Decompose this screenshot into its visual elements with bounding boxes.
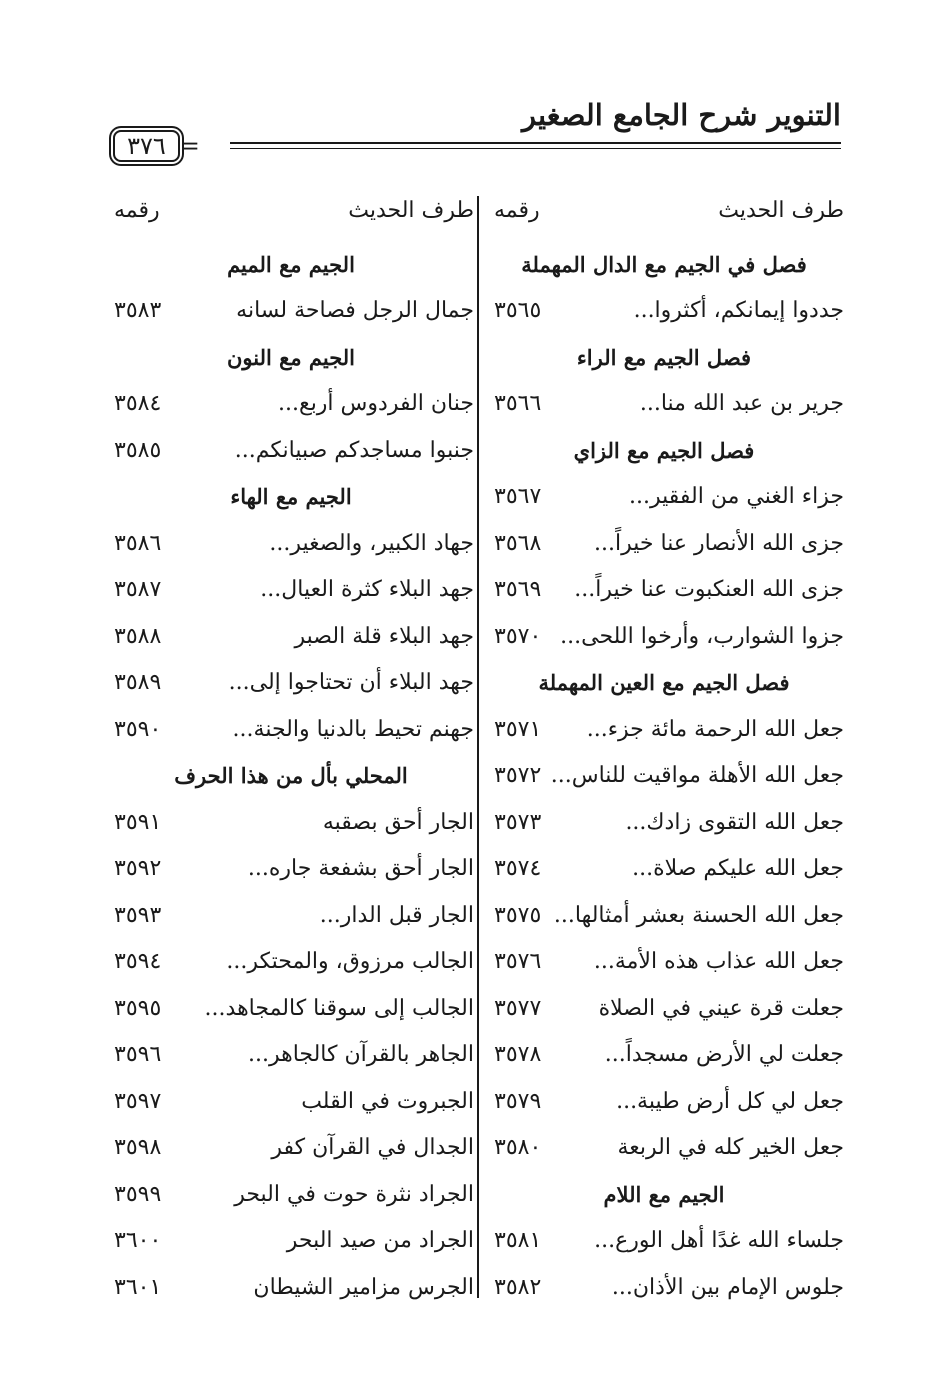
section-heading: الجيم مع الميم: [227, 251, 355, 277]
index-entry: [484, 1265, 844, 1309]
hadith-number: ٣٥٦٧: [494, 484, 542, 509]
index-entry: [484, 986, 844, 1030]
left-column-header: [108, 188, 474, 232]
hadith-number: ٣٥٧١: [494, 716, 542, 742]
section-heading: فصل الجيم مع العين المهملة: [538, 670, 790, 695]
index-entry: [484, 940, 844, 984]
hadith-number: ٣٥٨٩: [114, 670, 162, 695]
hadith-incipit: جنبوا مساجدكم صبيانكم...: [234, 437, 474, 463]
hadith-incipit: جلساء الله غدًا أهل الورع...: [594, 1228, 844, 1253]
hadith-incipit: جنان الفردوس أربع...: [278, 391, 474, 416]
index-entry: [484, 707, 844, 751]
page-number: ٣٧٦: [113, 130, 180, 162]
index-entry: [484, 475, 844, 519]
index-entry: [108, 893, 474, 937]
hadith-incipit: جهد البلاء أن تحتاجوا إلى...: [228, 670, 474, 695]
hadith-number: ٣٥٩٥: [114, 995, 162, 1021]
hadith-number: ٣٥٧٥: [494, 902, 542, 928]
column-divider: [477, 196, 479, 1298]
section-heading: فصل الجيم مع الزاي: [573, 437, 755, 463]
hadith-number: ٣٥٨٤: [114, 391, 162, 416]
index-entry: [108, 1172, 474, 1216]
hadith-incipit: جزى الله الأنصار عنا خيراً...: [594, 530, 844, 556]
hadith-number: ٣٥٦٥: [494, 298, 542, 323]
index-entry: [108, 1033, 474, 1077]
section-heading: الجيم مع الهاء: [230, 484, 352, 509]
index-entry: [108, 521, 474, 565]
index-entry: [484, 754, 844, 798]
section-heading: الجيم مع النون: [227, 344, 355, 370]
section-heading: فصل في الجيم مع الدال المهملة: [521, 251, 807, 277]
hadith-number: ٣٥٩١: [114, 809, 162, 835]
hadith-number: ٣٥٨٨: [114, 623, 162, 649]
hadith-number: ٣٥٩٧: [114, 1088, 162, 1114]
header-rule-thin: [230, 148, 841, 149]
index-entry: [108, 1079, 474, 1123]
hadith-column-header: طرف الحديث: [348, 197, 474, 223]
hadith-incipit: جعل الله الحسنة بعشر أمثالها...: [553, 902, 844, 928]
hadith-incipit: الجرس مزامير الشيطان: [253, 1274, 474, 1300]
index-entry: [484, 1126, 844, 1170]
hadith-incipit: جزاء الغني من الفقير...: [629, 484, 844, 509]
index-entry: [484, 800, 844, 844]
hadith-incipit: جهنم تحيط بالدنيا والجنة...: [232, 716, 474, 742]
index-entry: [108, 614, 474, 658]
index-entry: [484, 847, 844, 891]
hadith-incipit: جعل لي كل أرض طيبة...: [616, 1088, 844, 1114]
index-entry: [108, 1265, 474, 1309]
hadith-number: ٣٥٧٧: [494, 995, 542, 1021]
page-number-badge: [107, 131, 212, 161]
index-entry: [108, 661, 474, 705]
index-entry: [108, 1126, 474, 1170]
right-column-header: [484, 188, 844, 232]
hadith-number: ٣٥٨٢: [494, 1274, 542, 1300]
hadith-incipit: الجار أحق بشفعة جاره...: [247, 856, 474, 881]
header-rule-thick: [230, 142, 841, 144]
hadith-number: ٣٥٩٠: [114, 716, 162, 742]
hadith-number: ٣٦٠٠: [114, 1228, 162, 1253]
hadith-incipit: جعلت لي الأرض مسجداً...: [604, 1042, 844, 1067]
hadith-number: ٣٥٨١: [494, 1228, 542, 1253]
hadith-incipit: الجار أحق بصقبه: [322, 809, 474, 835]
number-column-header: رقمه: [494, 197, 540, 223]
book-title: التنوير شرح الجامع الصغير: [522, 98, 841, 132]
hadith-number: ٣٥٦٦: [494, 391, 542, 416]
hadith-number: ٣٥٧٢: [494, 763, 542, 788]
hadith-incipit: جزوا الشوارب، وأرخوا اللحى...: [560, 623, 844, 649]
index-entry: [484, 893, 844, 937]
hadith-incipit: جرير بن عبد الله منا...: [639, 391, 844, 416]
index-entry: [108, 800, 474, 844]
index-entry: [484, 1219, 844, 1263]
hadith-number: ٣٥٨٠: [494, 1135, 542, 1160]
hadith-incipit: الجدال في القرآن كفر: [271, 1135, 474, 1160]
hadith-incipit: جعل الخير كله في الربعة: [617, 1135, 844, 1160]
hadith-incipit: جهد البلاء قلة الصبر: [294, 623, 474, 649]
hadith-incipit: الجالب إلى سوقنا كالمجاهد...: [204, 995, 474, 1021]
page-marker: =: [179, 132, 200, 160]
index-entry: [108, 707, 474, 751]
hadith-number: ٣٥٩٨: [114, 1135, 162, 1160]
index-entry: [108, 428, 474, 472]
index-entry: [484, 521, 844, 565]
hadith-incipit: جزى الله العنكبوت عنا خيراً...: [574, 577, 844, 602]
hadith-incipit: جعل الله عليكم صلاة...: [632, 856, 844, 881]
index-entry: [108, 847, 474, 891]
hadith-incipit: الجالب مرزوق، والمحتكر...: [226, 949, 474, 974]
hadith-incipit: جعلت قرة عيني في الصلاة: [598, 995, 844, 1021]
hadith-incipit: جعل الله عذاب هذه الأمة...: [593, 949, 844, 974]
hadith-number: ٣٥٦٩: [494, 577, 542, 602]
number-column-header: رقمه: [114, 197, 160, 223]
hadith-number: ٣٥٧٦: [494, 949, 542, 974]
hadith-incipit: الجاهر بالقرآن كالجاهر...: [247, 1042, 474, 1067]
hadith-number: ٣٥٧٨: [494, 1042, 542, 1067]
hadith-incipit: الجراد نثرة حوت في البحر: [234, 1181, 474, 1207]
index-entry: [484, 1033, 844, 1077]
hadith-incipit: جعل الله التقوى زادك...: [625, 809, 844, 835]
hadith-number: ٣٥٩٦: [114, 1042, 162, 1067]
index-entry: [108, 382, 474, 426]
index-entry: [484, 289, 844, 333]
index-entry: [108, 986, 474, 1030]
section-heading: الجيم مع اللام: [603, 1181, 725, 1207]
hadith-incipit: جعل الله الأهلة مواقيت للناس...: [550, 763, 844, 788]
hadith-number: ٣٦٠١: [114, 1274, 162, 1300]
hadith-incipit: جلوس الإمام بين الأذان...: [611, 1274, 844, 1300]
hadith-number: ٣٥٧٠: [494, 623, 542, 649]
hadith-number: ٣٥٨٦: [114, 530, 162, 556]
hadith-incipit: جمال الرجل فصاحة لسانه: [236, 298, 474, 323]
section-heading: المحلي بأل من هذا الحرف: [174, 763, 408, 788]
hadith-number: ٣٥٨٧: [114, 577, 162, 602]
hadith-number: ٣٥٧٩: [494, 1088, 542, 1114]
index-entry: [108, 940, 474, 984]
hadith-incipit: جعل الله الرحمة مائة جزء...: [586, 716, 844, 742]
index-entry: [108, 568, 474, 612]
hadith-incipit: جهاد الكبير، والصغير...: [269, 530, 474, 556]
hadith-number: ٣٥٨٣: [114, 298, 162, 323]
hadith-number: ٣٥٧٣: [494, 809, 542, 835]
hadith-incipit: جهد البلاء كثرة العيال...: [260, 577, 474, 602]
hadith-number: ٣٥٨٥: [114, 437, 162, 463]
hadith-number: ٣٥٩٩: [114, 1181, 162, 1207]
hadith-incipit: جددوا إيمانكم، أكثروا...: [633, 298, 844, 323]
index-entry: [484, 382, 844, 426]
index-entry: [484, 1079, 844, 1123]
section-heading: فصل الجيم مع الراء: [576, 344, 752, 370]
hadith-number: ٣٥٧٤: [494, 856, 542, 881]
hadith-column-header: طرف الحديث: [718, 197, 844, 223]
index-entry: [484, 568, 844, 612]
hadith-incipit: الجبروت في القلب: [301, 1088, 474, 1114]
hadith-number: ٣٥٦٨: [494, 530, 542, 556]
hadith-incipit: الجار قبل الدار...: [319, 902, 474, 928]
hadith-incipit: الجراد من صيد البحر: [286, 1228, 474, 1253]
index-entry: [484, 614, 844, 658]
hadith-number: ٣٥٩٢: [114, 856, 162, 881]
index-entry: [108, 1219, 474, 1263]
hadith-number: ٣٥٩٣: [114, 902, 162, 928]
hadith-number: ٣٥٩٤: [114, 949, 162, 974]
index-entry: [108, 289, 474, 333]
